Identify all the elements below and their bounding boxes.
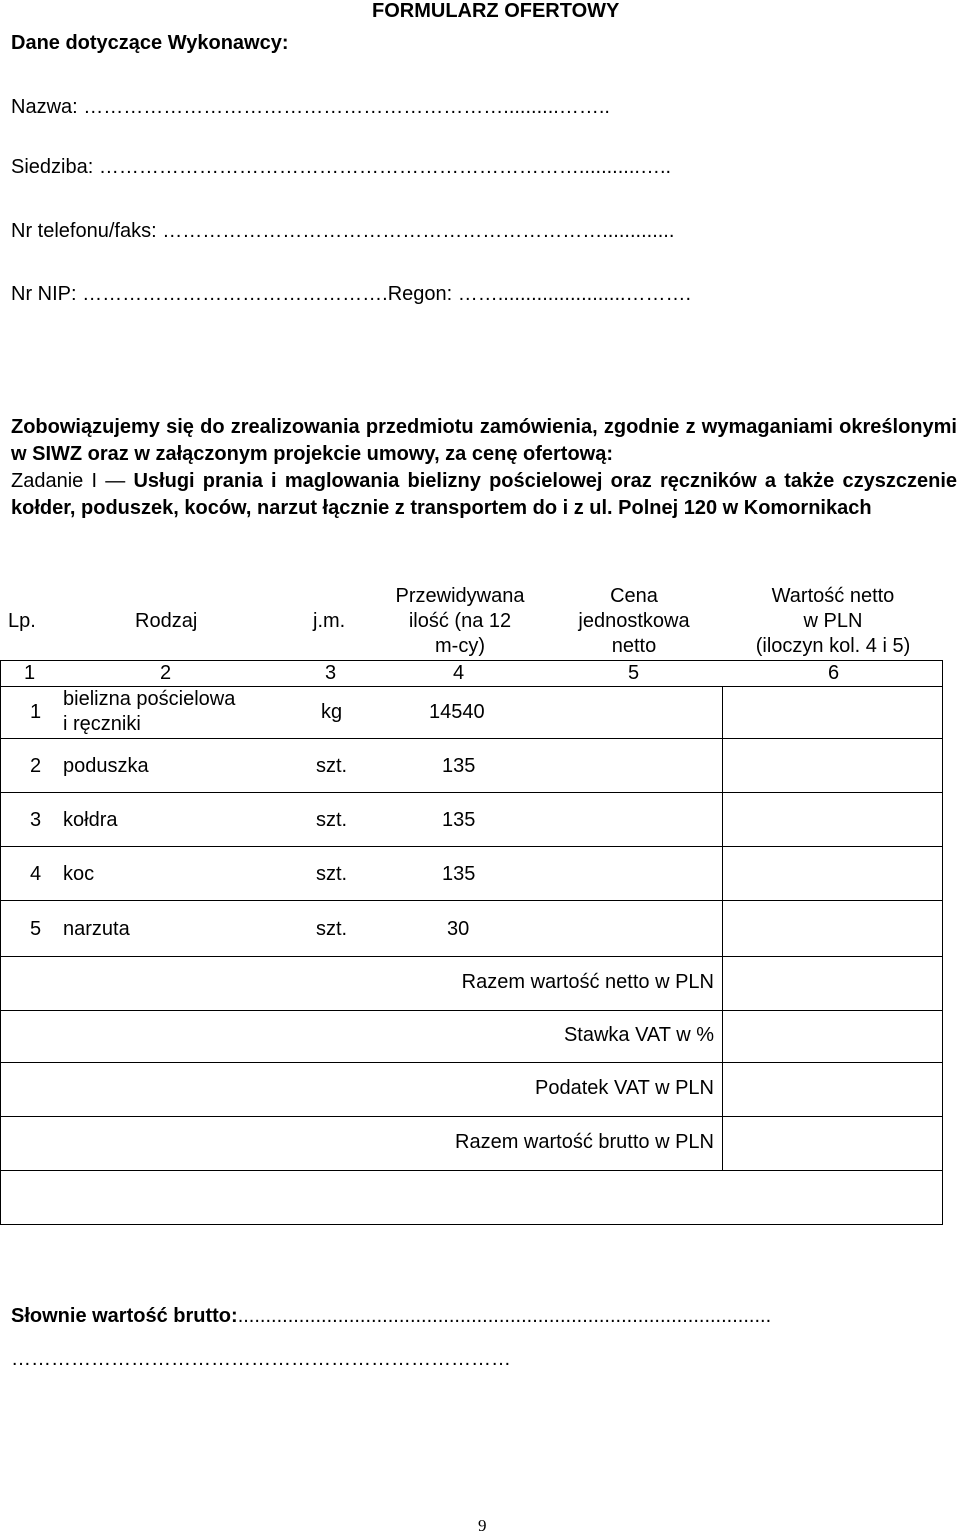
offer-statement — [11, 414, 957, 522]
header-cena-line2: jednostkowa — [578, 610, 690, 632]
gross-total-input[interactable] — [736, 1118, 936, 1168]
task-prefix: Zadanie I — [11, 470, 98, 492]
header-wartosc-line3: (iloczyn kol. 4 i 5) — [755, 635, 911, 657]
row-rodzaj-line2: i ręczniki — [63, 713, 141, 735]
phone-dots: …………………………………………………………............. — [162, 220, 675, 242]
name-field[interactable] — [11, 96, 610, 119]
header-wartosc — [740, 584, 926, 659]
row-jm: kg — [321, 701, 343, 723]
name-dots: ………………………………………………………..........…….. — [83, 96, 610, 118]
vat-rate-input[interactable] — [736, 1012, 936, 1060]
row-lp: 2 — [30, 755, 42, 777]
col-number-5: 5 — [628, 662, 640, 684]
phone-label: Nr telefonu/faks: — [11, 220, 157, 242]
task-dash: — — [105, 470, 126, 492]
name-label: Nazwa: — [11, 96, 78, 118]
task-text: Usługi prania i maglowania bielizny pościelowej oraz ręczników a także czyszczenie kołder, poduszek, koców, narzut łącznie z transportem do i z ul. Polnej 120 w Komornikach — [11, 470, 957, 519]
row-ilosc: 135 — [442, 809, 476, 831]
row-value-input[interactable] — [736, 688, 936, 736]
header-wartosc-line1: Wartość netto — [771, 585, 895, 607]
row-jm: szt. — [316, 863, 348, 885]
row-lp: 3 — [30, 809, 42, 831]
row-value-input[interactable] — [736, 740, 936, 790]
form-title: FORMULARZ OFERTOWY — [372, 0, 620, 22]
header-lp: Lp. — [8, 610, 36, 632]
nip-dots: ………………………………………. — [82, 283, 388, 305]
row-jm: szt. — [316, 918, 348, 940]
words-label: Słownie wartość brutto: — [11, 1305, 238, 1327]
summary-gross-total-label: Razem wartość brutto w PLN — [455, 1131, 714, 1153]
commitment-text: Zobowiązujemy się do zrealizowania przedmiotu zamówienia, zgodnie z wymaganiami określonymi w SIWZ oraz w załączonym projekcie umowy, za cenę ofertową: — [11, 416, 957, 465]
header-ilosc — [380, 584, 540, 659]
row-jm: szt. — [316, 809, 348, 831]
row-ilosc: 14540 — [429, 701, 485, 723]
gross-total-words-cell[interactable] — [4, 1172, 938, 1222]
words-dots-1: ................................................................................................ — [237, 1305, 772, 1327]
header-jm: j.m. — [313, 610, 346, 632]
col-number-3: 3 — [325, 662, 337, 684]
header-cena — [560, 584, 708, 659]
row-jm: szt. — [316, 755, 348, 777]
words-dots-2: ………………………………………………………………… — [11, 1348, 511, 1370]
header-wartosc-line2: w PLN — [803, 610, 863, 632]
row-lp: 5 — [30, 918, 42, 940]
row-rodzaj: kołdra — [63, 809, 118, 831]
header-ilosc-line1: Przewidywana — [395, 585, 525, 607]
regon-dots: …….......................………. — [457, 283, 692, 305]
page-number: 9 — [478, 1516, 487, 1535]
net-total-input[interactable] — [736, 958, 936, 1008]
col-number-1: 1 — [24, 662, 36, 684]
phone-field[interactable] — [11, 220, 674, 243]
header-cena-line1: Cena — [610, 585, 658, 607]
words-field[interactable] — [11, 1305, 771, 1328]
col-number-6: 6 — [828, 662, 840, 684]
address-label: Siedziba: — [11, 156, 94, 178]
row-rodzaj — [63, 687, 235, 737]
summary-net-total-label: Razem wartość netto w PLN — [461, 971, 714, 993]
regon-label: Regon: — [387, 283, 453, 305]
row-value-input[interactable] — [736, 848, 936, 898]
row-lp: 4 — [30, 863, 42, 885]
row-rodzaj-line1: bielizna pościelowa — [63, 688, 236, 710]
row-ilosc: 135 — [442, 863, 476, 885]
row-ilosc: 30 — [447, 918, 470, 940]
task-description — [11, 468, 957, 522]
header-rodzaj: Rodzaj — [135, 610, 198, 632]
col-number-2: 2 — [160, 662, 172, 684]
row-rodzaj: poduszka — [63, 755, 149, 777]
row-value-input[interactable] — [736, 902, 936, 954]
summary-vat-amount-label: Podatek VAT w PLN — [535, 1077, 714, 1099]
row-rodzaj: koc — [63, 863, 95, 885]
row-rodzaj: narzuta — [63, 918, 130, 940]
header-ilosc-line3: m-cy) — [435, 635, 485, 657]
contractor-section-label: Dane dotyczące Wykonawcy: — [11, 32, 289, 54]
nip-label: Nr NIP: — [11, 283, 77, 305]
col-number-4: 4 — [453, 662, 465, 684]
vat-amount-input[interactable] — [736, 1064, 936, 1114]
header-ilosc-line2: ilość (na 12 — [408, 610, 512, 632]
row-lp: 1 — [30, 701, 42, 723]
address-dots: ………………………………………………………………...........….. — [98, 156, 672, 178]
row-ilosc: 135 — [442, 755, 476, 777]
header-cena-line3: netto — [611, 635, 657, 657]
nip-regon-field[interactable] — [11, 283, 691, 306]
address-field[interactable] — [11, 156, 671, 179]
row-value-input[interactable] — [736, 794, 936, 844]
summary-vat-rate-label: Stawka VAT w % — [563, 1024, 714, 1046]
